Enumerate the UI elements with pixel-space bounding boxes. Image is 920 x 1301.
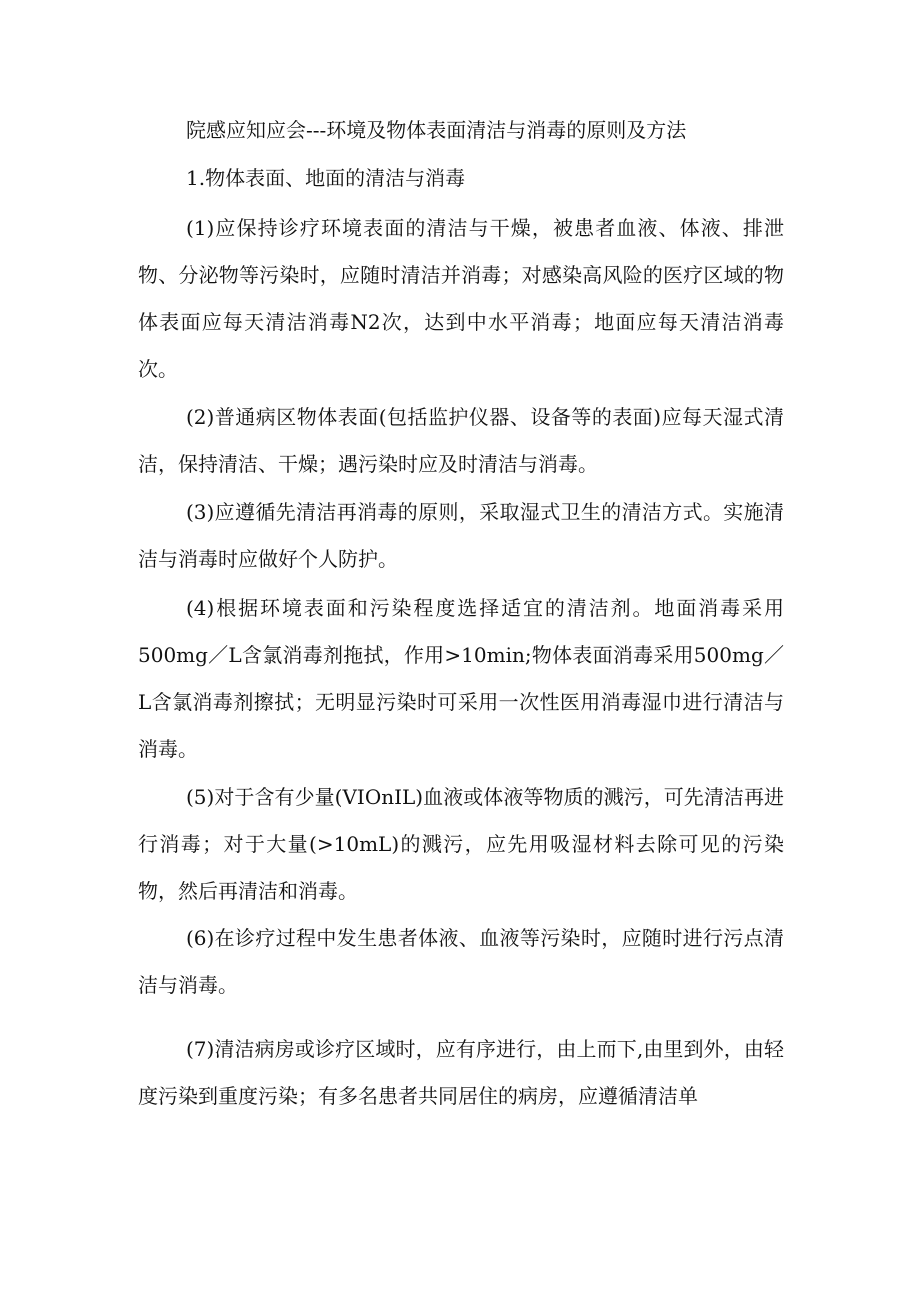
document-title: 院感应知应会---环境及物体表面清洁与消毒的原则及方法	[186, 118, 687, 142]
section-heading: 1.物体表面、地面的清洁与消毒	[186, 166, 466, 190]
paragraph-3: (3)应遵循先清洁再消毒的原则，采取湿式卫生的清洁方式。实施清洁与消毒时应做好个人防护。	[138, 500, 784, 571]
paragraph-5: (5)对于含有少量(VIOnIL)血液或体液等物质的溅污，可先清洁再进行消毒；对于大量(>10mL)的溅污，应先用吸湿材料去除可见的污染物，然后再清洁和消毒。	[138, 785, 784, 903]
paragraph-2: (2)普通病区物体表面(包括监护仪器、设备等的表面)应每天湿式清洁，保持清洁、干燥；遇污染时应及时清洁与消毒。	[138, 405, 784, 476]
paragraph-1: (1)应保持诊疗环境表面的清洁与干燥，被患者血液、体液、排泄物、分泌物等污染时，应随时清洁并消毒；对感染高风险的医疗区域的物体表面应每天清洁消毒N2次，达到中水平消毒；地面应每天清洁消毒次。	[138, 216, 784, 381]
paragraph-4: (4)根据环境表面和污染程度选择适宜的清洁剂。地面消毒采用500mg／L含氯消毒剂拖拭，作用>10min;物体表面消毒采用500mg／L含氯消毒剂擦拭；无明显污染时可采用一次性医用消毒湿巾进行清洁与消毒。	[138, 596, 784, 761]
paragraph-6: (6)在诊疗过程中发生患者体液、血液等污染时，应随时进行污点清洁与消毒。	[138, 926, 784, 997]
paragraph-7: (7)清洁病房或诊疗区域时，应有序进行，由上而下,由里到外，由轻度污染到重度污染；有多名患者共同居住的病房，应遵循清洁单	[138, 1037, 784, 1108]
